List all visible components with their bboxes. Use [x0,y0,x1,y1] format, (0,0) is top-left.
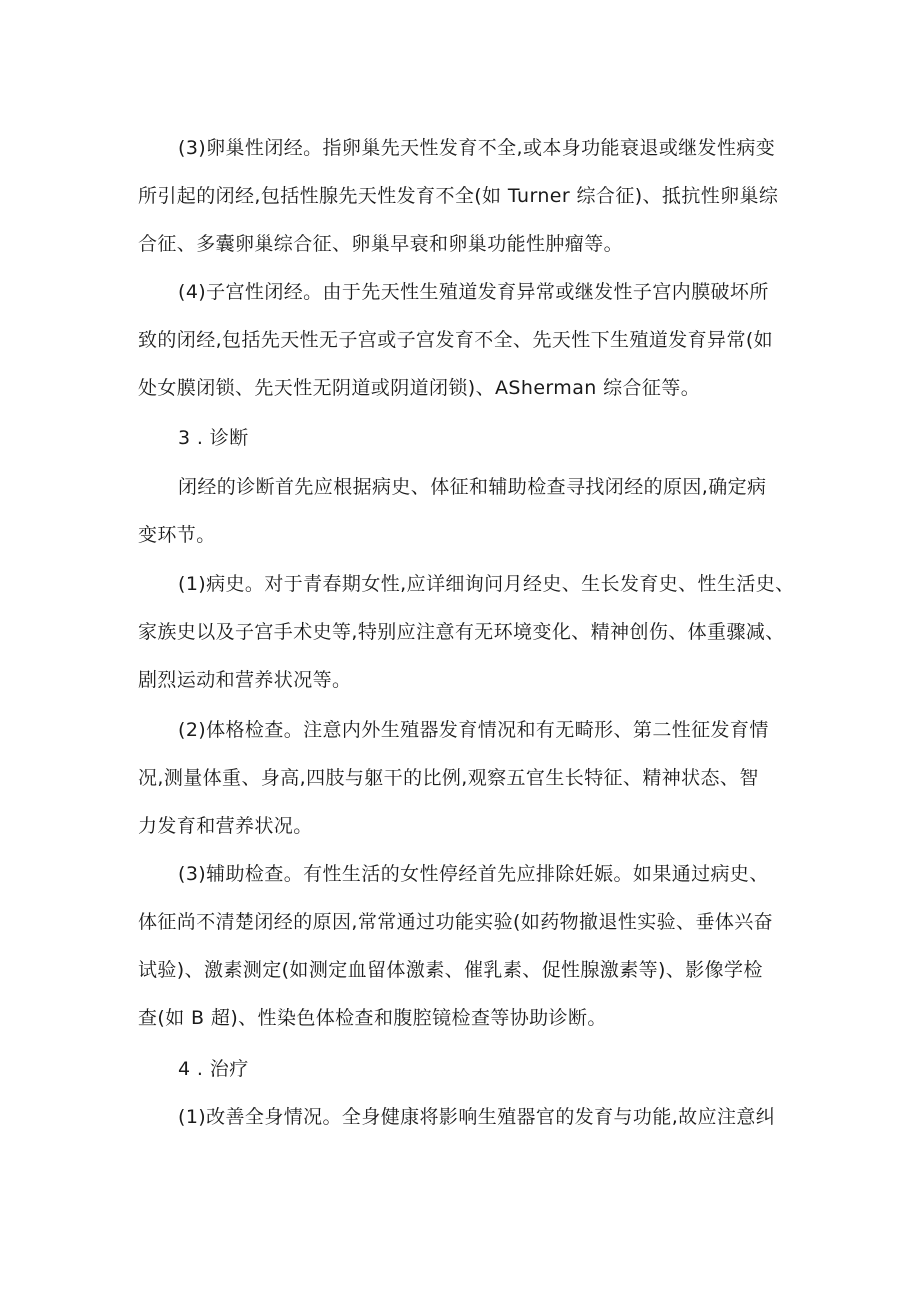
text-line: 变环节。 [138,524,216,546]
text-line: 家族史以及子宫手术史等,特别应注意有无环境变化、精神创伤、体重骤减、 [138,621,785,643]
paragraph-uterine-amenorrhea [138,268,798,412]
text-line: 处女膜闭锁、先天性无阴道或阴道闭锁)、ASherman 综合征等。 [138,377,701,399]
section-heading-treatment: 4 . 治疗 [178,1058,249,1080]
paragraph-ovarian-amenorrhea [138,124,798,268]
paragraph-diagnosis-intro [138,463,798,559]
text-line: 所引起的闭经,包括性腺先天性发育不全(如 Turner 综合征)、抵抗性卵巢综 [138,185,779,207]
paragraph-auxiliary-exam [138,850,798,1042]
paragraph-medical-history [138,560,798,704]
text-line: (3)卵巢性闭经。指卵巢先天性发育不全,或本身功能衰退或继发性病变 [178,137,776,159]
section-heading-diagnosis: 3 . 诊断 [178,427,249,449]
text-line: 力发育和营养状况。 [138,815,313,837]
text-line: (4)子宫性闭经。由于先天性生殖道发育异常或继发性子宫内膜破坏所 [178,281,769,303]
paragraph-general-condition [138,1093,798,1141]
paragraph-physical-exam [138,706,798,850]
text-line: 体征尚不清楚闭经的原因,常常通过功能实验(如药物撤退性实验、垂体兴奋 [138,911,774,933]
text-line: 试验)、激素测定(如测定血留体激素、催乳素、促性腺激素等)、影像学检 [138,959,763,981]
text-line: (3)辅助检查。有性生活的女性停经首先应排除妊娠。如果通过病史、 [178,863,769,885]
text-line: 剧烈运动和营养状况等。 [138,669,352,691]
text-line: 况,测量体重、身高,四肢与躯干的比例,观察五官生长特征、精神状态、智 [138,767,759,789]
text-line: 合征、多囊卵巢综合征、卵巢早衰和卵巢功能性肿瘤等。 [138,233,624,255]
text-line: 致的闭经,包括先天性无子宫或子宫发育不全、先天性下生殖道发育异常(如 [138,329,774,351]
text-line: 闭经的诊断首先应根据病史、体征和辅助检查寻找闭经的原因,确定病 [178,476,767,498]
text-line: (1)病史。对于青春期女性,应详细询问月经史、生长发育史、性生活史、 [178,573,795,595]
text-line: 查(如 B 超)、性染色体检查和腹腔镜检查等协助诊断。 [138,1007,607,1029]
text-line: (2)体格检查。注意内外生殖器发育情况和有无畸形、第二性征发育情 [178,719,769,741]
text-line: (1)改善全身情况。全身健康将影响生殖器官的发育与功能,故应注意纠 [178,1106,776,1128]
